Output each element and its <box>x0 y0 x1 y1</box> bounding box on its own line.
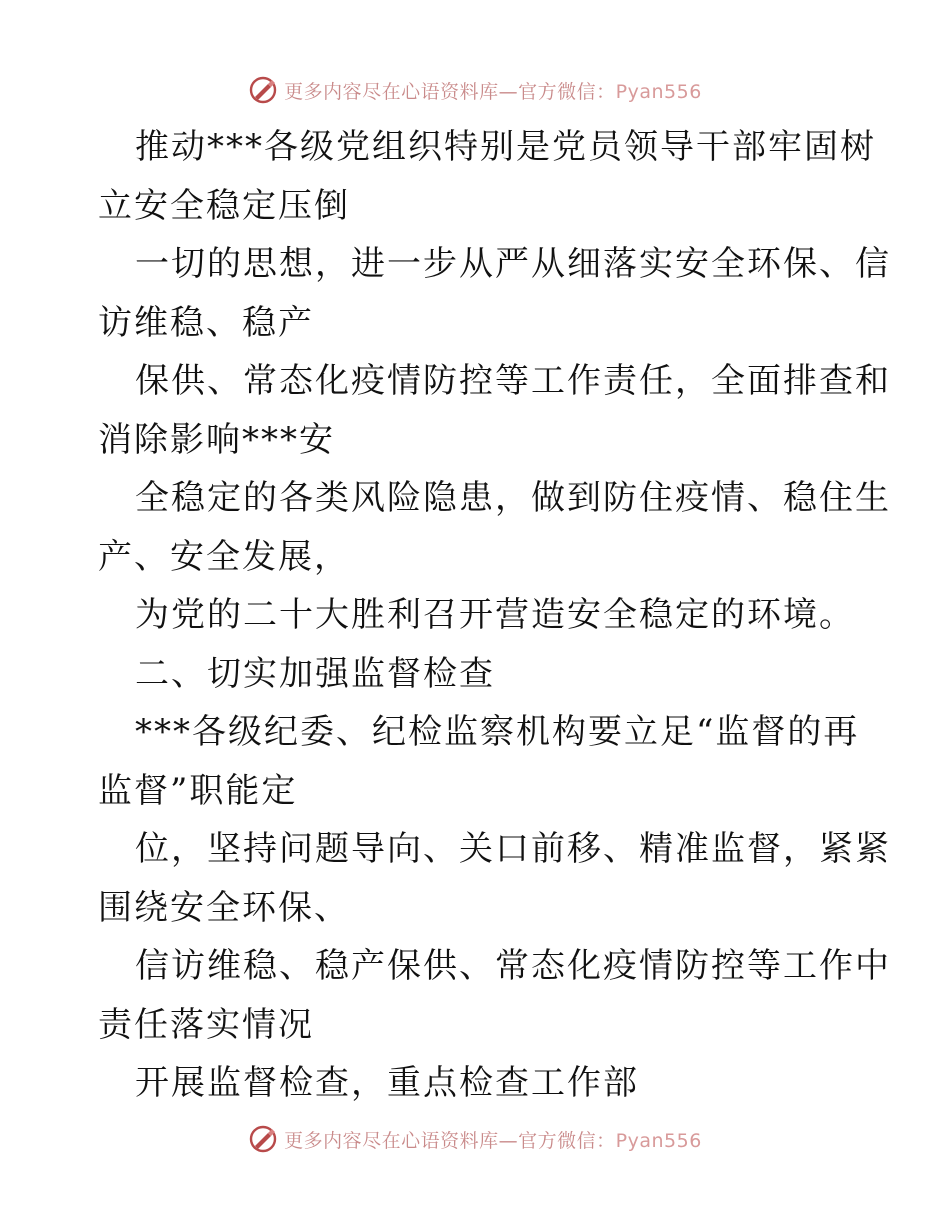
text-line: 产、安全发展， <box>98 536 350 577</box>
text-line: 信访维稳、稳产保供、常态化疫情防控等工作中 <box>135 946 891 986</box>
text-line: 为党的二十大胜利召开营造安全稳定的环境。 <box>135 595 855 635</box>
watermark-handle: Pyan556 <box>615 1129 702 1152</box>
watermark-text: 更多内容尽在心语资料库—官方微信：Pyan556 <box>284 80 702 103</box>
footer-watermark <box>0 1121 950 1157</box>
text-line: 全稳定的各类风险隐患，做到防住疫情、稳住生 <box>135 478 891 518</box>
text-line: 立安全稳定压倒 <box>98 185 350 226</box>
pen-logo-icon <box>248 75 278 105</box>
header-watermark <box>0 72 950 108</box>
text-line: 开展监督检查，重点检查工作部 <box>135 1063 639 1103</box>
text-line: 一切的思想，进一步从严从细落实安全环保、信 <box>135 244 891 284</box>
document-body <box>98 118 891 1113</box>
text-line: 二、切实加强监督检查 <box>135 653 495 694</box>
watermark-handle: Pyan556 <box>615 80 702 103</box>
text-line: 责任落实情况 <box>98 1004 314 1045</box>
pen-logo-icon <box>248 1124 278 1154</box>
text-line: 监督”职能定 <box>98 770 298 811</box>
text-line: 访维稳、稳产 <box>98 302 314 343</box>
watermark-text: 更多内容尽在心语资料库—官方微信：Pyan556 <box>284 1129 702 1152</box>
text-line: 推动***各级党组织特别是党员领导干部牢固树 <box>135 127 876 167</box>
text-line: ***各级纪委、纪检监察机构要立足“监督的再 <box>135 712 860 752</box>
text-line: 消除影响***安 <box>98 419 335 460</box>
text-line: 保供、常态化疫情防控等工作责任，全面排查和 <box>135 361 891 401</box>
text-line: 位，坚持问题导向、关口前移、精准监督，紧紧 <box>135 829 891 869</box>
text-line: 围绕安全环保、 <box>98 887 350 928</box>
